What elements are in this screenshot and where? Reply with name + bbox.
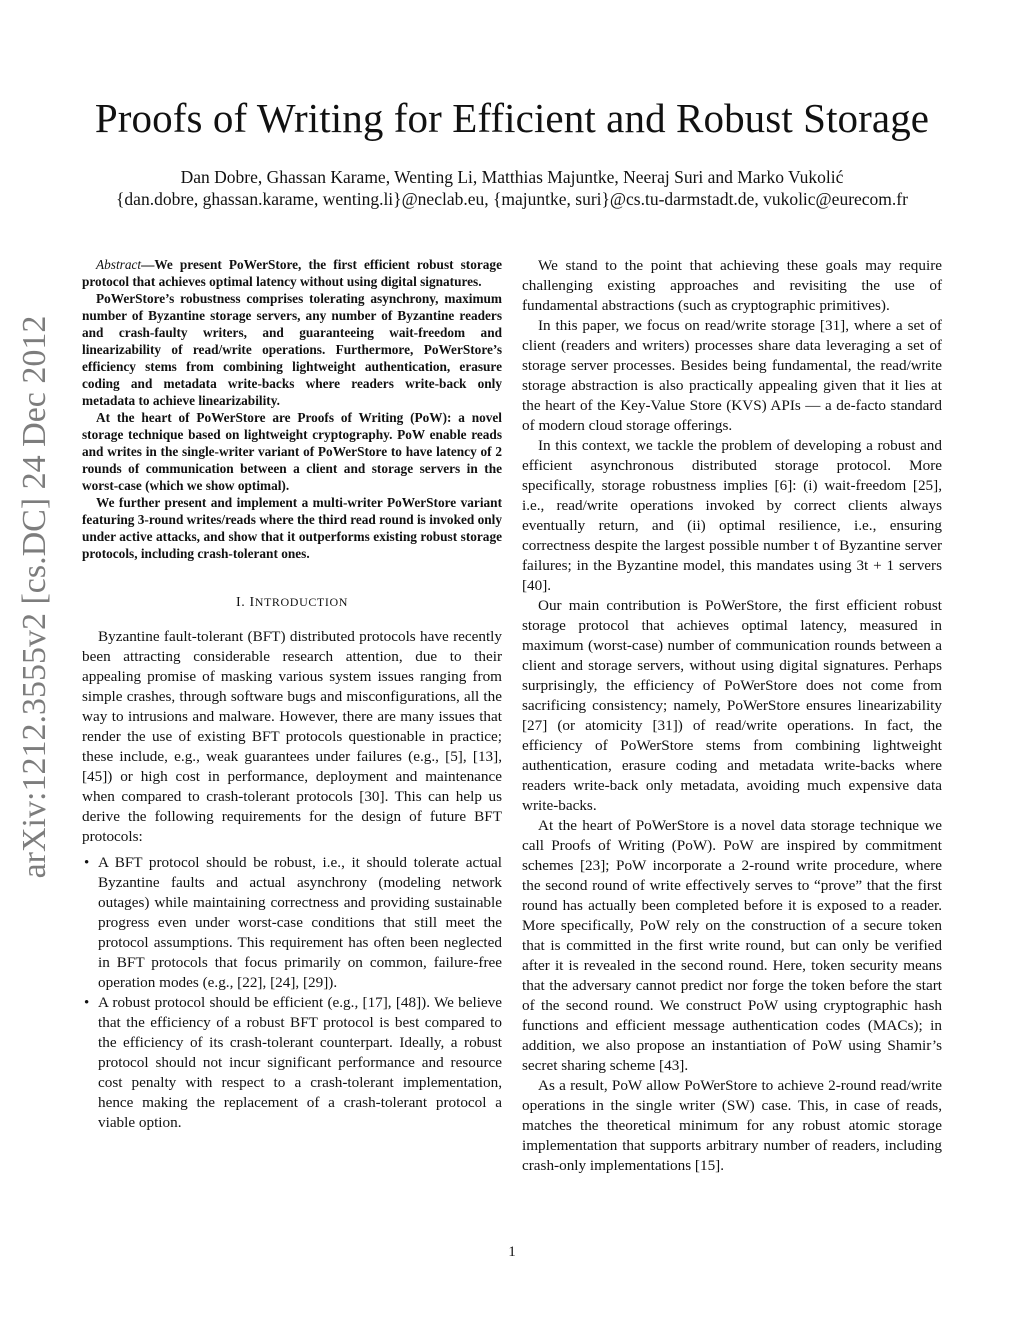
page-number: 1 <box>508 1244 516 1260</box>
intro-paragraph-1: Byzantine fault-tolerant (BFT) distributed protocols have recently been attracting considerable research attention, due to their appealing promise of masking various system issues ranging from simple crashes, through software bugs and misconfigurations, all the way to intrusions and malware. However, there are many issues that render the use of existing BFT protocols questionable in practice; these include, e.g., weak guarantees under failures (e.g., [5], [13], [45]) or high cost in performance, deployment and maintenance when compared to crash-tolerant protocols [30]. This can help us derive the following requirements for the design of future BFT protocols: <box>82 628 502 845</box>
body-paragraph: In this context, we tackle the problem of developing a robust and efficient asynchronous distributed storage protocol. More specifically, storage robustness implies [6]: (i) wait-freedom [25], i.e., read/write operations invoked by correct clients always eventually return, and (ii) optimal resilience, i.e., ensuring correctness despite the largest possible number t of Byzantine server failures; in the Byzantine model, this mandates using 3t + 1 servers [40]. <box>522 437 942 594</box>
section-heading-introduction: I. INTRODUCTION <box>235 595 348 610</box>
list-item: • A robust protocol should be efficient (e.g., [17], [48]). We believe that the efficiency of a robust BFT protocol is best compared to the efficiency of its crash-tolerant counterpart. Ideally, a robust protocol should not incur significant performance and resource cost penalty with respect to a crash-tolerant implementation, hence making the replacement of a crash-tolerant protocol a viable option. <box>84 994 502 1131</box>
abstract-paragraph-1: Abstract—We present PoWerStore, the first efficient robust storage protocol that achieves optimal latency without using digital signatures. <box>82 257 502 289</box>
author-emails: {dan.dobre, ghassan.karame, wenting.li}@neclab.eu, {majuntke, suri}@cs.tu-darmstadt.de, vukolic@eurecom.fr <box>116 189 908 209</box>
body-paragraph: We stand to the point that achieving these goals may require challenging existing approaches and revisiting the use of fundamental abstractions (such as cryptographic primitives). <box>522 257 942 314</box>
requirements-list <box>82 853 502 1133</box>
arxiv-stamp: arXiv:1212.3555v2 [cs.DC] 24 Dec 2012 <box>16 315 53 879</box>
author-list: Dan Dobre, Ghassan Karame, Wenting Li, Matthias Majuntke, Neeraj Suri and Marko Vukolić <box>180 167 844 187</box>
paper-title: Proofs of Writing for Efficient and Robust Storage <box>94 95 930 141</box>
abstract-paragraph-4: We further present and implement a multi-writer PoWerStore variant featuring 3-round writes/reads where the third read round is invoked only under active attacks, and show that it outperforms existing robust storage protocols, including crash-tolerant ones. <box>82 495 502 561</box>
list-item: • A BFT protocol should be robust, i.e., it should tolerate actual Byzantine faults and actual asynchrony (modeling network outages) while maintaining correctness and providing sustainable progress even under worst-case conditions that still meet the protocol assumptions. This requirement has often been neglected in BFT protocols that focus primarily on common, failure-free operation modes (e.g., [22], [24], [29]). <box>84 854 502 991</box>
right-column <box>522 256 942 1176</box>
body-paragraph: At the heart of PoWerStore is a novel data storage technique we call Proofs of Writing (PoW). PoW are inspired by commitment schemes [23]; PoW incorporate a 2-round write procedure, where the second round of write effectively serves to “prove” that the first round has actually been completed before it is exposed to a reader. More specifically, PoW rely on the construction of a secure token that is committed in the first write round, but can only be verified after it is revealed in the second round. Here, token security means that the adversary cannot predict nor forge the token before the start of the second round. We construct PoW using cryptographic hash functions and efficient message authentication codes (MACs); in addition, we also propose an instantiation of PoW using Shamir’s secret sharing scheme [43]. <box>522 817 942 1074</box>
abstract-paragraph-3: At the heart of PoWerStore are Proofs of Writing (PoW): a novel storage technique based on lightweight cryptography. PoW enable reads and writes in the single-writer variant of PoWerStore to have latency of 2 rounds of communication between a client and storage servers in the worst-case (which we show optimal). <box>82 410 502 493</box>
bullet-icon: • <box>84 855 90 871</box>
body-paragraph: In this paper, we focus on read/write storage [31], where a set of client (readers and writers) processes share data leveraging a set of storage server processes. Besides being fundamental, the read/write storage abstraction is also practically appealing given that it lies at the heart of the Key-Value Store (KVS) APIs — a de-facto standard of modern cloud storage offerings. <box>522 317 942 434</box>
abstract-lead: Abstract <box>96 257 142 272</box>
left-column <box>82 256 502 1133</box>
bullet-icon: • <box>84 995 90 1011</box>
body-paragraph: Our main contribution is PoWerStore, the first efficient robust storage protocol that achieves optimal latency, measured in maximum (worst-case) number of communication rounds between a client and storage servers, without using digital signatures. Perhaps surprisingly, the efficiency of PoWerStore does not come from sacrificing consistency; namely, PoWerStore ensures linearizability [27] (or atomicity [31]) of read/write operations. In fact, the efficiency of PoWerStore stems from combining lightweight authentication, erasure coding and metadata write-backs where readers write-back only metadata, avoiding much expensive data write-backs. <box>522 597 942 814</box>
abstract <box>82 256 502 562</box>
abstract-paragraph-2: PoWerStore’s robustness comprises tolerating asynchrony, maximum number of Byzantine storage servers, any number of Byzantine readers and crash-faulty writers, and guaranteeing wait-freedom and linearizability of read/write operations. Furthermore, PoWerStore’s efficiency stems from combining lightweight authentication, erasure coding and metadata write-backs where readers write-back only metadata to achieve linearizability. <box>82 291 502 408</box>
body-paragraph: As a result, PoW allow PoWerStore to achieve 2-round read/write operations in the single writer (SW) case. This, in case of reads, matches the theoretical minimum for any robust atomic storage implementation that supports arbitrary number of readers, including crash-only implementations [15]. <box>522 1077 942 1174</box>
